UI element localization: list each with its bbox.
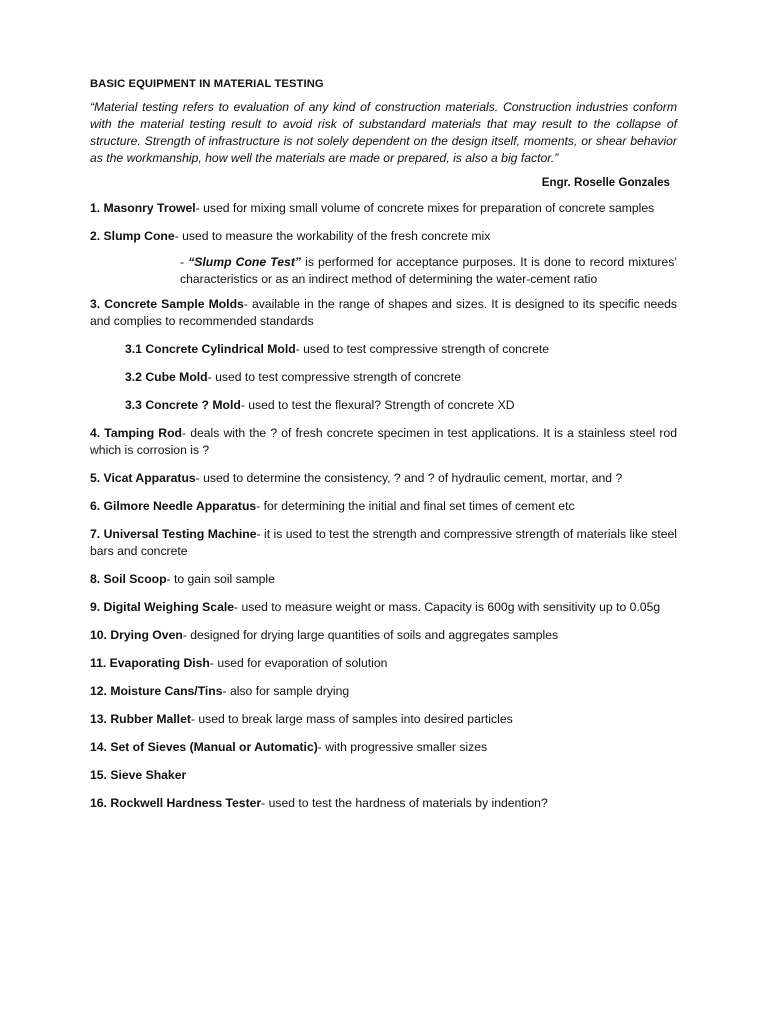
item-description: - used to determine the consistency, ? and ? of hydraulic cement, mortar, and ? — [195, 471, 623, 485]
item-heading: 16. Rockwell Hardness Tester — [90, 796, 262, 810]
item-description: - used to measure the workability of the fresh concrete mix — [174, 229, 491, 243]
note-dash: - — [180, 255, 189, 269]
item-heading: 4. Tamping Rod — [90, 426, 182, 440]
item-description: - with progressive smaller sizes — [317, 740, 488, 754]
item-description: - used to measure weight or mass. Capacity is 600g with sensitivity up to 0.05g — [234, 600, 661, 614]
list-item — [90, 296, 677, 330]
item-heading: 11. Evaporating Dish — [90, 656, 210, 670]
subitem-heading: 3.3 Concrete ? Mold — [125, 398, 241, 412]
item-description: - designed for drying large quantities of soils and aggregates samples — [182, 628, 559, 642]
subitem-description: - used to test the flexural? Strength of concrete XD — [240, 398, 515, 412]
list-item — [90, 767, 677, 784]
list-item — [90, 498, 677, 515]
list-item — [90, 739, 677, 756]
item-heading: 1. Masonry Trowel — [90, 201, 196, 215]
list-item — [90, 711, 677, 728]
item-heading: 14. Set of Sieves (Manual or Automatic) — [90, 740, 318, 754]
subitem-description: - used to test compressive strength of concrete — [295, 342, 550, 356]
list-item — [90, 599, 677, 616]
slump-cone-note — [180, 254, 677, 288]
item-heading: 2. Slump Cone — [90, 229, 175, 243]
item-heading: 10. Drying Oven — [90, 628, 183, 642]
subitem-heading: 3.1 Concrete Cylindrical Mold — [125, 342, 296, 356]
item-description: - used to break large mass of samples into desired particles — [190, 712, 513, 726]
item-heading: 13. Rubber Mallet — [90, 712, 191, 726]
item-description: - used to test the hardness of materials by indention? — [261, 796, 548, 810]
item-heading: 5. Vicat Apparatus — [90, 471, 196, 485]
document-title: BASIC EQUIPMENT IN MATERIAL TESTING — [90, 78, 324, 90]
list-item — [90, 470, 677, 487]
list-item — [90, 228, 677, 245]
list-item — [90, 795, 677, 812]
item-description: - available in the range of shapes and sizes. It is designed to its specific needs and complies to recommended standards — [90, 297, 677, 328]
item-heading: 8. Soil Scoop — [90, 572, 167, 586]
item-heading: 15. Sieve Shaker — [90, 768, 187, 782]
note-text: is performed for acceptance purposes. It is done to record mixtures’ characteristics or as an indirect method of determining the water-cement ratio — [180, 255, 678, 286]
list-item — [90, 425, 677, 459]
subitem-description: - used to test compressive strength of concrete — [207, 370, 461, 384]
intro-quote: “Material testing refers to evaluation of any kind of construction materials. Construction industries conform with the material testing result to avoid risk of substandard materials that may result to the collapse of structure. Strength of infrastructure is not solely dependent on the design itself, moments, or shear behavior as the workmanship, how well the materials are made or prepared, is also a big factor.” — [90, 100, 677, 165]
item-heading: 12. Moisture Cans/Tins — [90, 684, 223, 698]
quote-attribution: Engr. Roselle Gonzales — [541, 176, 670, 189]
item-description: - deals with the ? of fresh concrete specimen in test applications. It is a stainless steel rod which is corrosion is ? — [90, 426, 677, 457]
list-item — [90, 683, 677, 700]
item-description: - also for sample drying — [222, 684, 350, 698]
item-heading: 7. Universal Testing Machine — [90, 527, 257, 541]
item-description: - used for mixing small volume of concrete mixes for preparation of concrete samples — [195, 201, 655, 215]
list-item — [90, 526, 677, 560]
item-description: - for determining the initial and final set times of cement etc — [256, 499, 575, 513]
item-heading: 9. Digital Weighing Scale — [90, 600, 235, 614]
item-heading: 3. Concrete Sample Molds — [90, 297, 244, 311]
sub-list-item — [125, 369, 677, 386]
item-description: - to gain soil sample — [166, 572, 275, 586]
subitem-heading: 3.2 Cube Mold — [125, 370, 208, 384]
list-item — [90, 655, 677, 672]
list-item — [90, 200, 677, 217]
note-emphasis: “Slump Cone Test” — [188, 255, 301, 269]
sub-list-item — [125, 397, 677, 414]
item-description: - used for evaporation of solution — [209, 656, 388, 670]
list-item — [90, 627, 677, 644]
sub-list-item — [125, 341, 677, 358]
item-description: - it is used to test the strength and compressive strength of materials like steel bars and concrete — [90, 527, 677, 558]
list-item — [90, 571, 677, 588]
item-heading: 6. Gilmore Needle Apparatus — [90, 499, 257, 513]
